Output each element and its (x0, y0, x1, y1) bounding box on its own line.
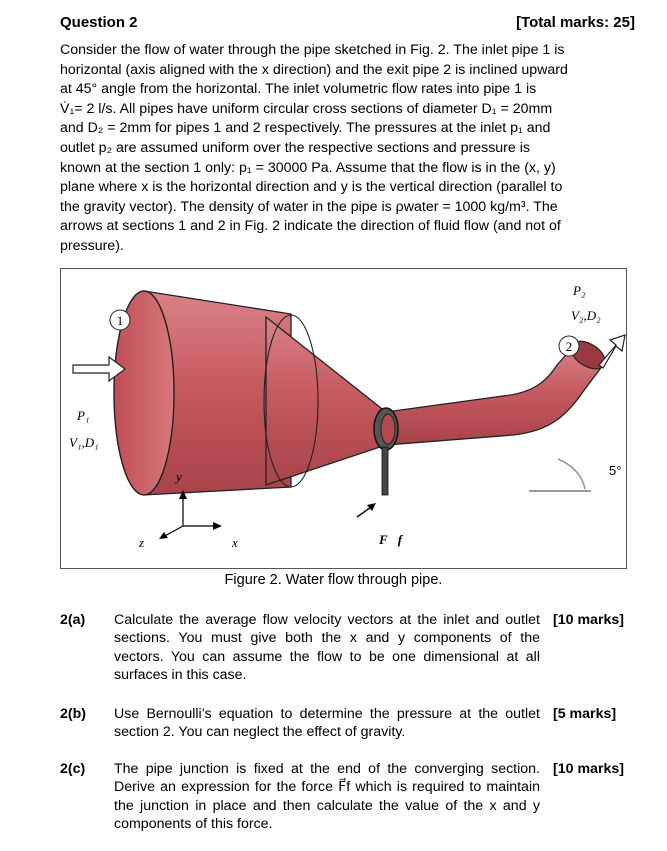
narrow-pipe (386, 347, 603, 445)
intro-line: Consider the flow of water through the pipe sketched in Fig. 2. The inlet pipe 1 is (60, 42, 565, 58)
intro-line: outlet p₂ are assumed uniform over the respective sections and pressure is (60, 139, 530, 156)
force-label: F⃗f (379, 532, 403, 547)
question-marks: [5 marks] (553, 706, 617, 722)
x-axis-label: x (232, 535, 238, 550)
question-number: 2(c) (60, 761, 86, 777)
intro-line: known at the section 1 only: p₁ = 30000 Pa. Assume that the flow is in the (x, y) (60, 159, 556, 176)
question-marks: [10 marks] (553, 761, 624, 777)
figure-caption: Figure 2. Water flow through pipe. (224, 572, 443, 588)
question-title: Question 2 (60, 14, 138, 31)
angle-arc (558, 459, 585, 489)
intro-line: pressure). (60, 237, 124, 254)
z-axis-label: z (139, 535, 145, 550)
support-rod (382, 447, 388, 495)
question-text: Use Bernoulli’s equation to determine the pressure at the outlet section 2. You can neglect the effect of gravity. (114, 706, 540, 741)
figure-2 (60, 268, 627, 569)
intro-line: and D₂ = 2mm for pipes 1 and 2 respectively. The pressures at the inlet p₁ and (60, 120, 551, 137)
intro-line: the gravity vector). The density of water in the pipe is ρwater = 1000 kg/m³. The (60, 198, 558, 215)
intro-line: plane where x is the horizontal direction and y is the vertical direction (parallel to (60, 179, 563, 196)
question-text: The pipe junction is fixed at the end of the converging section. Derive an expression for the force F⃗f which is required to maintain the junction in place and then calculate the value of the x and y components of this force. (114, 761, 540, 832)
junction-inner (381, 414, 395, 444)
angle-label: 5° (609, 463, 622, 478)
total-marks: [Total marks: 25] (516, 14, 635, 31)
v1-d1-label: V₁,D₁ (69, 435, 99, 450)
p1-label: P₁ (77, 408, 90, 423)
section-2-label: 2 (565, 339, 573, 354)
question-header (60, 14, 635, 36)
v2-d2-label: V₂,D₂ (571, 308, 601, 323)
problem-statement (60, 41, 638, 257)
intro-line: at 45° angle from the horizontal. The inlet volumetric flow rates into pipe 1 is (60, 81, 537, 98)
question-marks: [10 marks] (553, 612, 624, 628)
p2-label: P₂ (573, 283, 586, 298)
intro-line: arrows at sections 1 and 2 in Fig. 2 indicate the direction of fluid flow (and not of (60, 218, 561, 235)
question-text: Calculate the average flow velocity vectors at the inlet and outlet sections. You must give both the x and y components of the vectors. You can assume the flow to be one dimensional at all surfaces in this case. (114, 612, 540, 683)
intro-line: V̇₁= 2 l/s. All pipes have uniform circular cross sections of diameter D₁ = 20mm (60, 100, 553, 117)
question-number: 2(a) (60, 612, 86, 628)
converging-cone (266, 317, 386, 485)
section-1-label: 1 (116, 313, 124, 328)
intro-line: horizontal (axis aligned with the x direction) and the exit pipe 2 is inclined upward (60, 61, 568, 78)
outlet-flow-arrow (599, 335, 625, 368)
pipe-diagram (61, 269, 628, 570)
y-axis-label: y (176, 469, 182, 484)
question-number: 2(b) (60, 706, 87, 722)
